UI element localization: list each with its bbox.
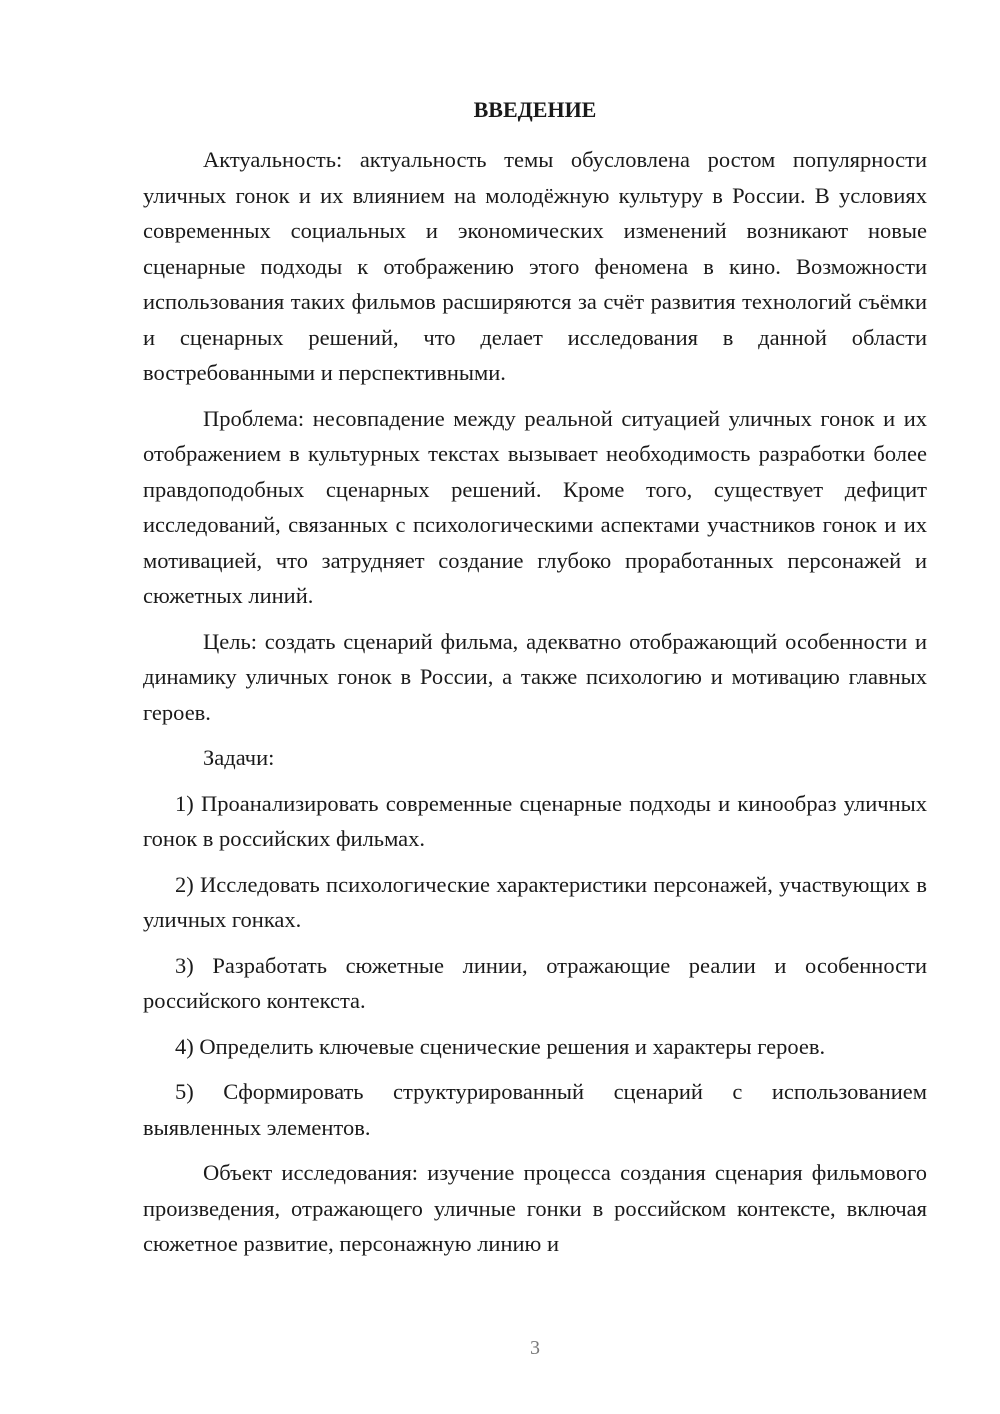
tasks-label: Задачи: (203, 745, 275, 770)
task-item: 5) Сформировать структурированный сценарий с использованием выявленных элементов. (143, 1079, 927, 1140)
document-body (143, 142, 927, 1262)
goal-paragraph: Цель: создать сценарий фильма, адекватно отображающий особенности и динамику уличных гонок в России, а также психологию и мотивацию главных героев. (143, 628, 927, 725)
problem-paragraph: Проблема: несовпадение между реальной ситуацией уличных гонок и их отображением в культурных текстах вызывает необходимость разработки более правдоподобных сценарных решений. Кроме того, существует дефицит исследований, связанных с психологическими аспектами участников гонок и их мотивацией, что затрудняет создание глубоко проработанных персонажей и сюжетных линий. (143, 405, 927, 608)
task-item: 3) Разработать сюжетные линии, отражающие реалии и особенности российского контекста. (143, 952, 927, 1013)
task-item: 1) Проанализировать современные сценарные подходы и кинообраз уличных гонок в российских фильмах. (143, 790, 927, 851)
section-heading: ВВЕДЕНИЕ (473, 97, 597, 122)
relevance-paragraph: Актуальность: актуальность темы обусловлена ростом популярности уличных гонок и их влиянием на молодёжную культуру в России. В условиях современных социальных и экономических изменений возникают новые сценарные подходы к отображению этого феномена в кино. Возможности использования таких фильмов расширяются за счёт развития технологий съёмки и сценарных решений, что делает исследования в данной области востребованными и перспективными. (143, 147, 927, 385)
task-item: 4) Определить ключевые сценические решения и характеры героев. (175, 1033, 826, 1059)
tasks-list (143, 786, 927, 1146)
task-item: 2) Исследовать психологические характеристики персонажей, участвующих в уличных гонках. (143, 871, 927, 932)
object-paragraph: Объект исследования: изучение процесса создания сценария фильмового произведения, отражающего уличные гонки в российском контексте, включая сюжетное развитие, персонажную линию и (143, 1160, 927, 1256)
page-number: 3 (530, 1337, 540, 1359)
